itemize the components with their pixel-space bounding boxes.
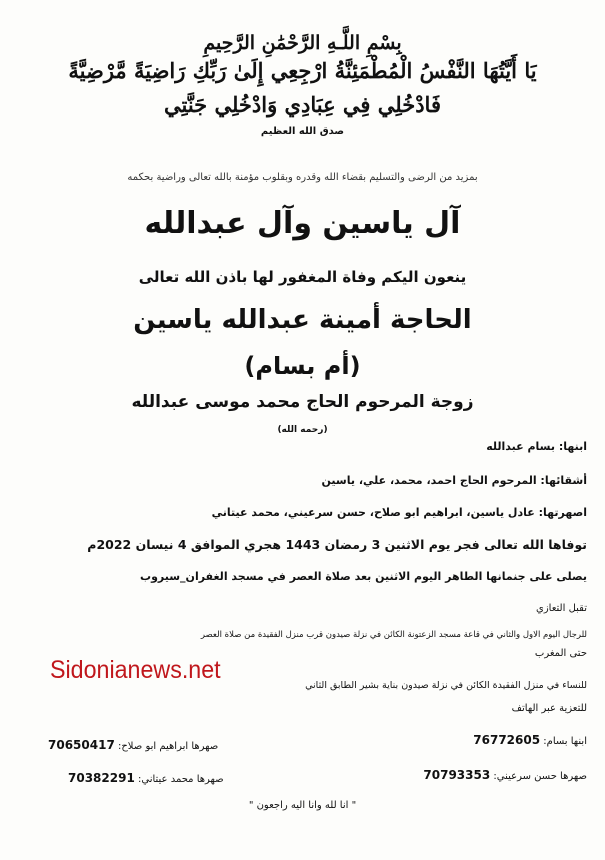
condolence-title: تقبل التعازي [536,603,587,614]
watermark-logo: Sidonianews.net [50,656,221,684]
family-title: آل ياسين وآل عبدالله [144,206,461,241]
verse-line-2: فَادْخُلِي فِي عِبَادِي وَادْخُلِي جَنَّتِي [164,92,441,117]
phone-entry [423,768,587,782]
funeral-line: يصلى على جنمانها الطاهر اليوم الاثنين بعد صلاة العصر في مسجد الغفران_سيروب [140,570,587,583]
husband-prayer: (رحمه الله) [277,425,328,435]
phone-label: صهرها ابراهيم ابو صلاح: [117,741,219,752]
sadaq-text: صدق الله العظيم [260,126,345,137]
footer-verse: " انا لله وانا اليه راجعون " [248,800,357,811]
phone-number: 70793353 [423,768,491,782]
phone-entry [68,771,224,785]
brothers-line: أشقائها: المرحوم الحاج احمد، محمد، علي، ياسين [321,474,587,487]
phone-entry [48,738,218,752]
phone-number: 70650417 [48,738,115,752]
phone-label: صهرها محمد عيتاني: [137,774,224,785]
men-line-2: حتى المغرب [534,648,587,659]
intro-text: بمزيد من الرضى والتسليم بقضاء الله وقدره وبقلوب مؤمنة بالله تعالى وراضية بحكمه [127,172,478,183]
phone-number: 76772605 [473,733,541,747]
deceased-kunya: (أم بسام) [244,352,361,380]
phone-entry [473,733,587,747]
basmala: بِسْمِ اللَّـهِ الرَّحْمَٰنِ الرَّحِيمِ [203,32,402,54]
phone-label: صهرها حسن سرعيني: [493,771,587,782]
women-line: للنساء في منزل الفقيدة الكائن في نزلة صيدون بناية بشير الطابق الثاني [305,680,587,691]
death-line: توفاها الله تعالى فجر يوم الاثنين 3 رمضان 1443 هجري الموافق 4 نيسان 2022م [87,537,587,552]
husband-text: زوجة المرحوم الحاج محمد موسى عبدالله [131,392,474,412]
phone-title: للتعزية عبر الهاتف [511,703,587,714]
verse-line-1: يَا أَيَّتُهَا النَّفْسُ الْمُطْمَئِنَّةُ ارْجِعِي إِلَىٰ رَبِّكِ رَاضِيَةً مَّرْضِيَّةً [68,58,537,83]
announce-text: ينعون اليكم وفاة المغفور لها باذن الله تعالى [138,268,467,286]
in-laws-line: اصهرتها: عادل ياسين، ابراهيم ابو صلاح، حسن سرعيني، محمد عيتاني [211,506,587,519]
son-line: ابنها: بسام عبدالله [486,440,587,453]
phone-number: 70382291 [68,771,135,785]
men-line-1: للرجال اليوم الاول والثاني في قاعة مسجد الزعتونة الكائن في نزلة صيدون قرب منزل الفقيدة من صلاة العصر [200,630,587,640]
phone-label: ابنها بسام: [543,736,587,747]
deceased-name: الحاجة أمينة عبدالله ياسين [133,305,472,335]
